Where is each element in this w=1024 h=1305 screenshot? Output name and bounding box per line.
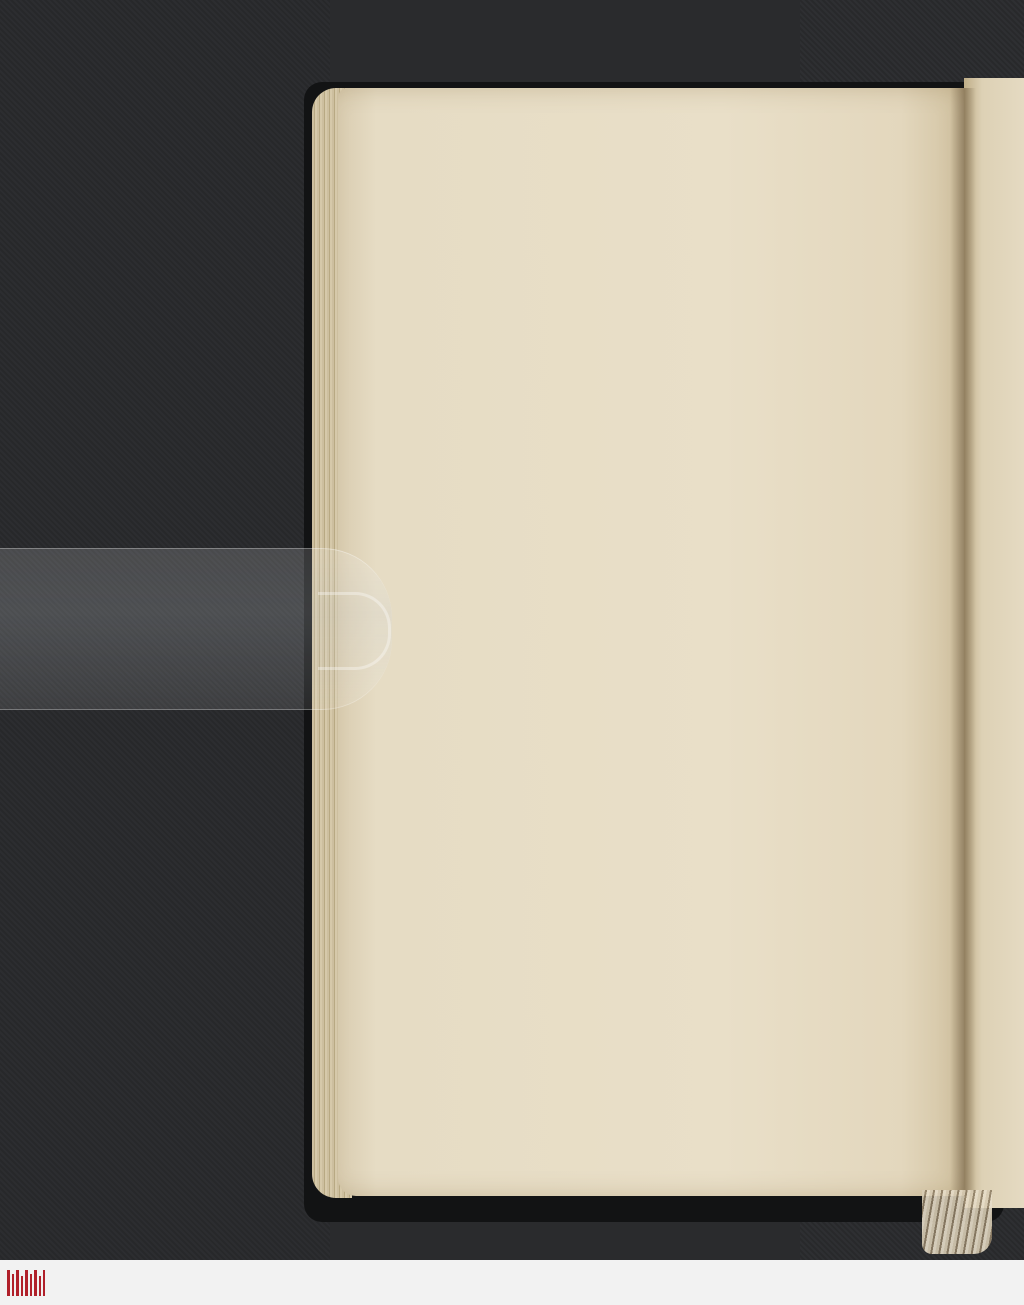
page-header	[432, 138, 832, 178]
book-gutter	[950, 88, 976, 1196]
binding-strings	[922, 1190, 992, 1254]
plastic-clip-loop	[318, 592, 391, 670]
hab-barcode-logo-icon	[6, 1268, 46, 1298]
footer-bar	[0, 1260, 1024, 1305]
book-page-left	[338, 88, 978, 1196]
